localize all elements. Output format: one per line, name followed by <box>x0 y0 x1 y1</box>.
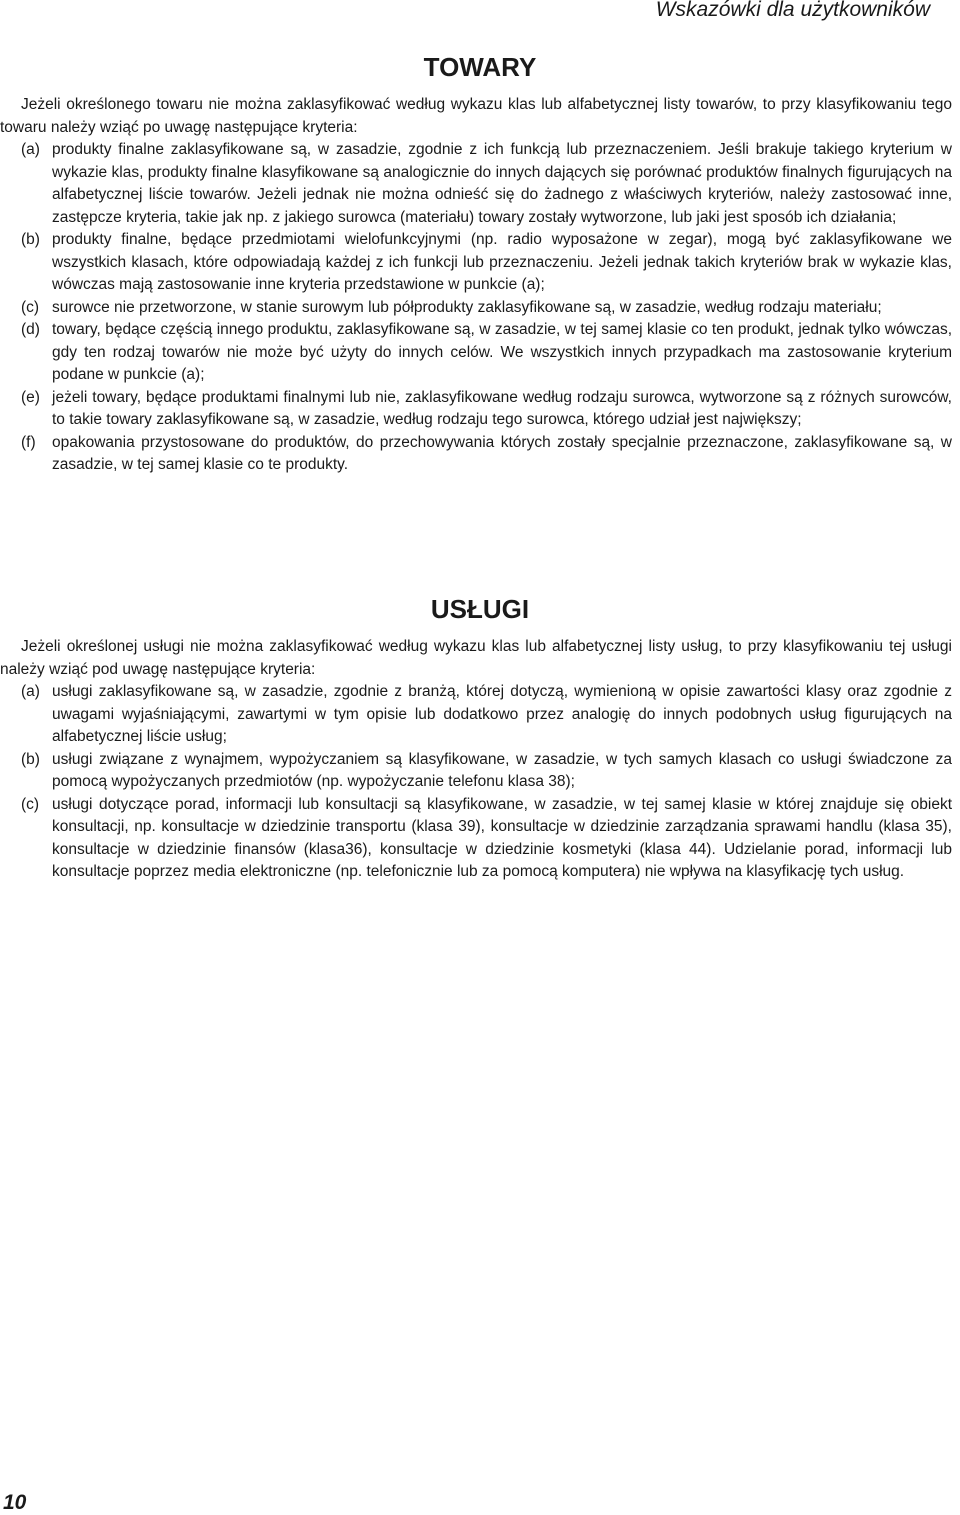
goods-criterion-a <box>0 139 952 229</box>
criterion-text: surowce nie przetworzone, w stanie surowym lub półprodukty zaklasyfikowane są, w zasadzie, według rodzaju materiału; <box>52 298 882 316</box>
criterion-text: produkty finalne zaklasyfikowane są, w zasadzie, zgodnie z ich funkcją lub przeznaczeniem. Jeśli brakuje takiego kryterium w wykazie klas, produkty finalne klasyfikowane są analogicznie do innych dających się porównać produktów finalnych figurujących na alfabetycznej liście towarów. Jeżeli jednak nie można odnieść się do żadnego z właściwych kryteriów, należy zastosować inne, zastępcze kryteria, takie jak np. z jakiego surowca (materiału) towary zostały wytworzone, lub jaki jest sposób ich działania; <box>52 141 952 226</box>
criterion-text: usługi związane z wynajmem, wypożyczaniem są klasyfikowane, w zasadzie, w tych samych klasach co usługi świadczone za pomocą wypożyczanych przedmiotów (np. wypożyczanie telefonu klasa 38); <box>52 750 952 790</box>
goods-title: TOWARY <box>423 52 537 82</box>
criterion-text: produkty finalne, będące przedmiotami wielofunkcyjnymi (np. radio wyposażone w zegar), mogą być zaklasyfikowane we wszystkich klasach, które odpowiadają każdej z ich funkcji lub przeznaczeniu. Jeżeli jednak takich kryteriów brak w wykazie klas, wówczas mają zastosowanie inne kryteria przedstawione w punkcie (a); <box>52 231 952 293</box>
goods-criterion-c <box>0 297 952 320</box>
services-criterion-a <box>0 681 952 749</box>
running-header: Wskazówki dla użytkowników <box>655 0 930 21</box>
criterion-letter: (f) <box>21 433 36 451</box>
criterion-letter: (c) <box>21 298 40 316</box>
services-criterion-b <box>0 749 952 794</box>
criterion-text: usługi dotyczące porad, informacji lub konsultacji są klasyfikowane, w zasadzie, w tej samej klasie w której znajduje się obiekt konsultacji, np. konsultacje w dziedzinie transportu (klasa 39), konsultacje w dziedzinie zarządzania sprawami handlu (klasa 35), konsultacje w dziedzinie finansów (klasa36), konsultacje w dziedzinie kosmetyki (klasa 44). Udzielanie porad, informacji lub konsultacje poprzez media elektroniczne (np. telefonicznie lub za pomocą komputera) nie wpływa na klasyfikację tych usług. <box>52 795 952 880</box>
goods-criterion-b <box>0 229 952 297</box>
criterion-text: opakowania przystosowane do produktów, do przechowywania których zostały specjalnie przeznaczone, zaklasyfikowane są, w zasadzie, w tej samej klasie co te produkty. <box>52 433 952 473</box>
criterion-letter: (c) <box>21 795 40 813</box>
page-number: 10 <box>3 1491 27 1514</box>
services-title: USŁUGI <box>430 594 530 624</box>
goods-criteria-list <box>0 139 960 477</box>
services-criteria-list <box>0 681 960 884</box>
criterion-letter: (a) <box>21 683 40 700</box>
criterion-letter: (b) <box>21 231 40 248</box>
criterion-text: usługi zaklasyfikowane są, w zasadzie, zgodnie z branżą, której dotyczą, wymienioną w opisie zawartości klasy oraz zgodnie z uwagami wyjaśniającymi, zawartymi w tym opisie lub dodatkowo przez analogię do innych podobnych usług figurujących na alfabetycznej liście usług; <box>52 683 952 745</box>
services-section <box>0 594 960 884</box>
criterion-letter: (e) <box>21 388 40 406</box>
criterion-letter: (d) <box>21 321 40 338</box>
goods-criterion-f <box>0 432 952 477</box>
goods-criterion-e <box>0 387 952 432</box>
criterion-letter: (b) <box>21 750 40 768</box>
criterion-letter: (a) <box>21 141 40 158</box>
services-intro: Jeżeli określonej usługi nie można zaklasyfikować według wykazu klas lub alfabetycznej listy usług, to przy klasyfikowaniu tej usługi należy wziąć pod uwagę następujące kryteria: <box>0 638 952 678</box>
criterion-text: jeżeli towary, będące produktami finalnymi lub nie, zaklasyfikowane według rodzaju surowca, wytworzone są z różnych surowców, to takie towary zaklasyfikowane są, w zasadzie, według rodzaju tego surowca, którego udział jest największy; <box>52 388 952 428</box>
goods-criterion-d <box>0 319 952 387</box>
goods-intro: Jeżeli określonego towaru nie można zaklasyfikować według wykazu klas lub alfabetycznej listy towarów, to przy klasyfikowaniu tego towaru należy wziąć po uwagę następujące kryteria: <box>0 96 952 136</box>
goods-section <box>0 52 960 477</box>
services-criterion-c <box>0 794 952 884</box>
criterion-text: towary, będące częścią innego produktu, zaklasyfikowane są, w zasadzie, w tej samej klasie co ten produkt, jednak tylko wówczas, gdy ten rodzaj towarów nie może być użyty do innych celów. We wszystkich innych przypadkach ma zastosowanie kryterium podane w punkcie (a); <box>52 321 952 383</box>
